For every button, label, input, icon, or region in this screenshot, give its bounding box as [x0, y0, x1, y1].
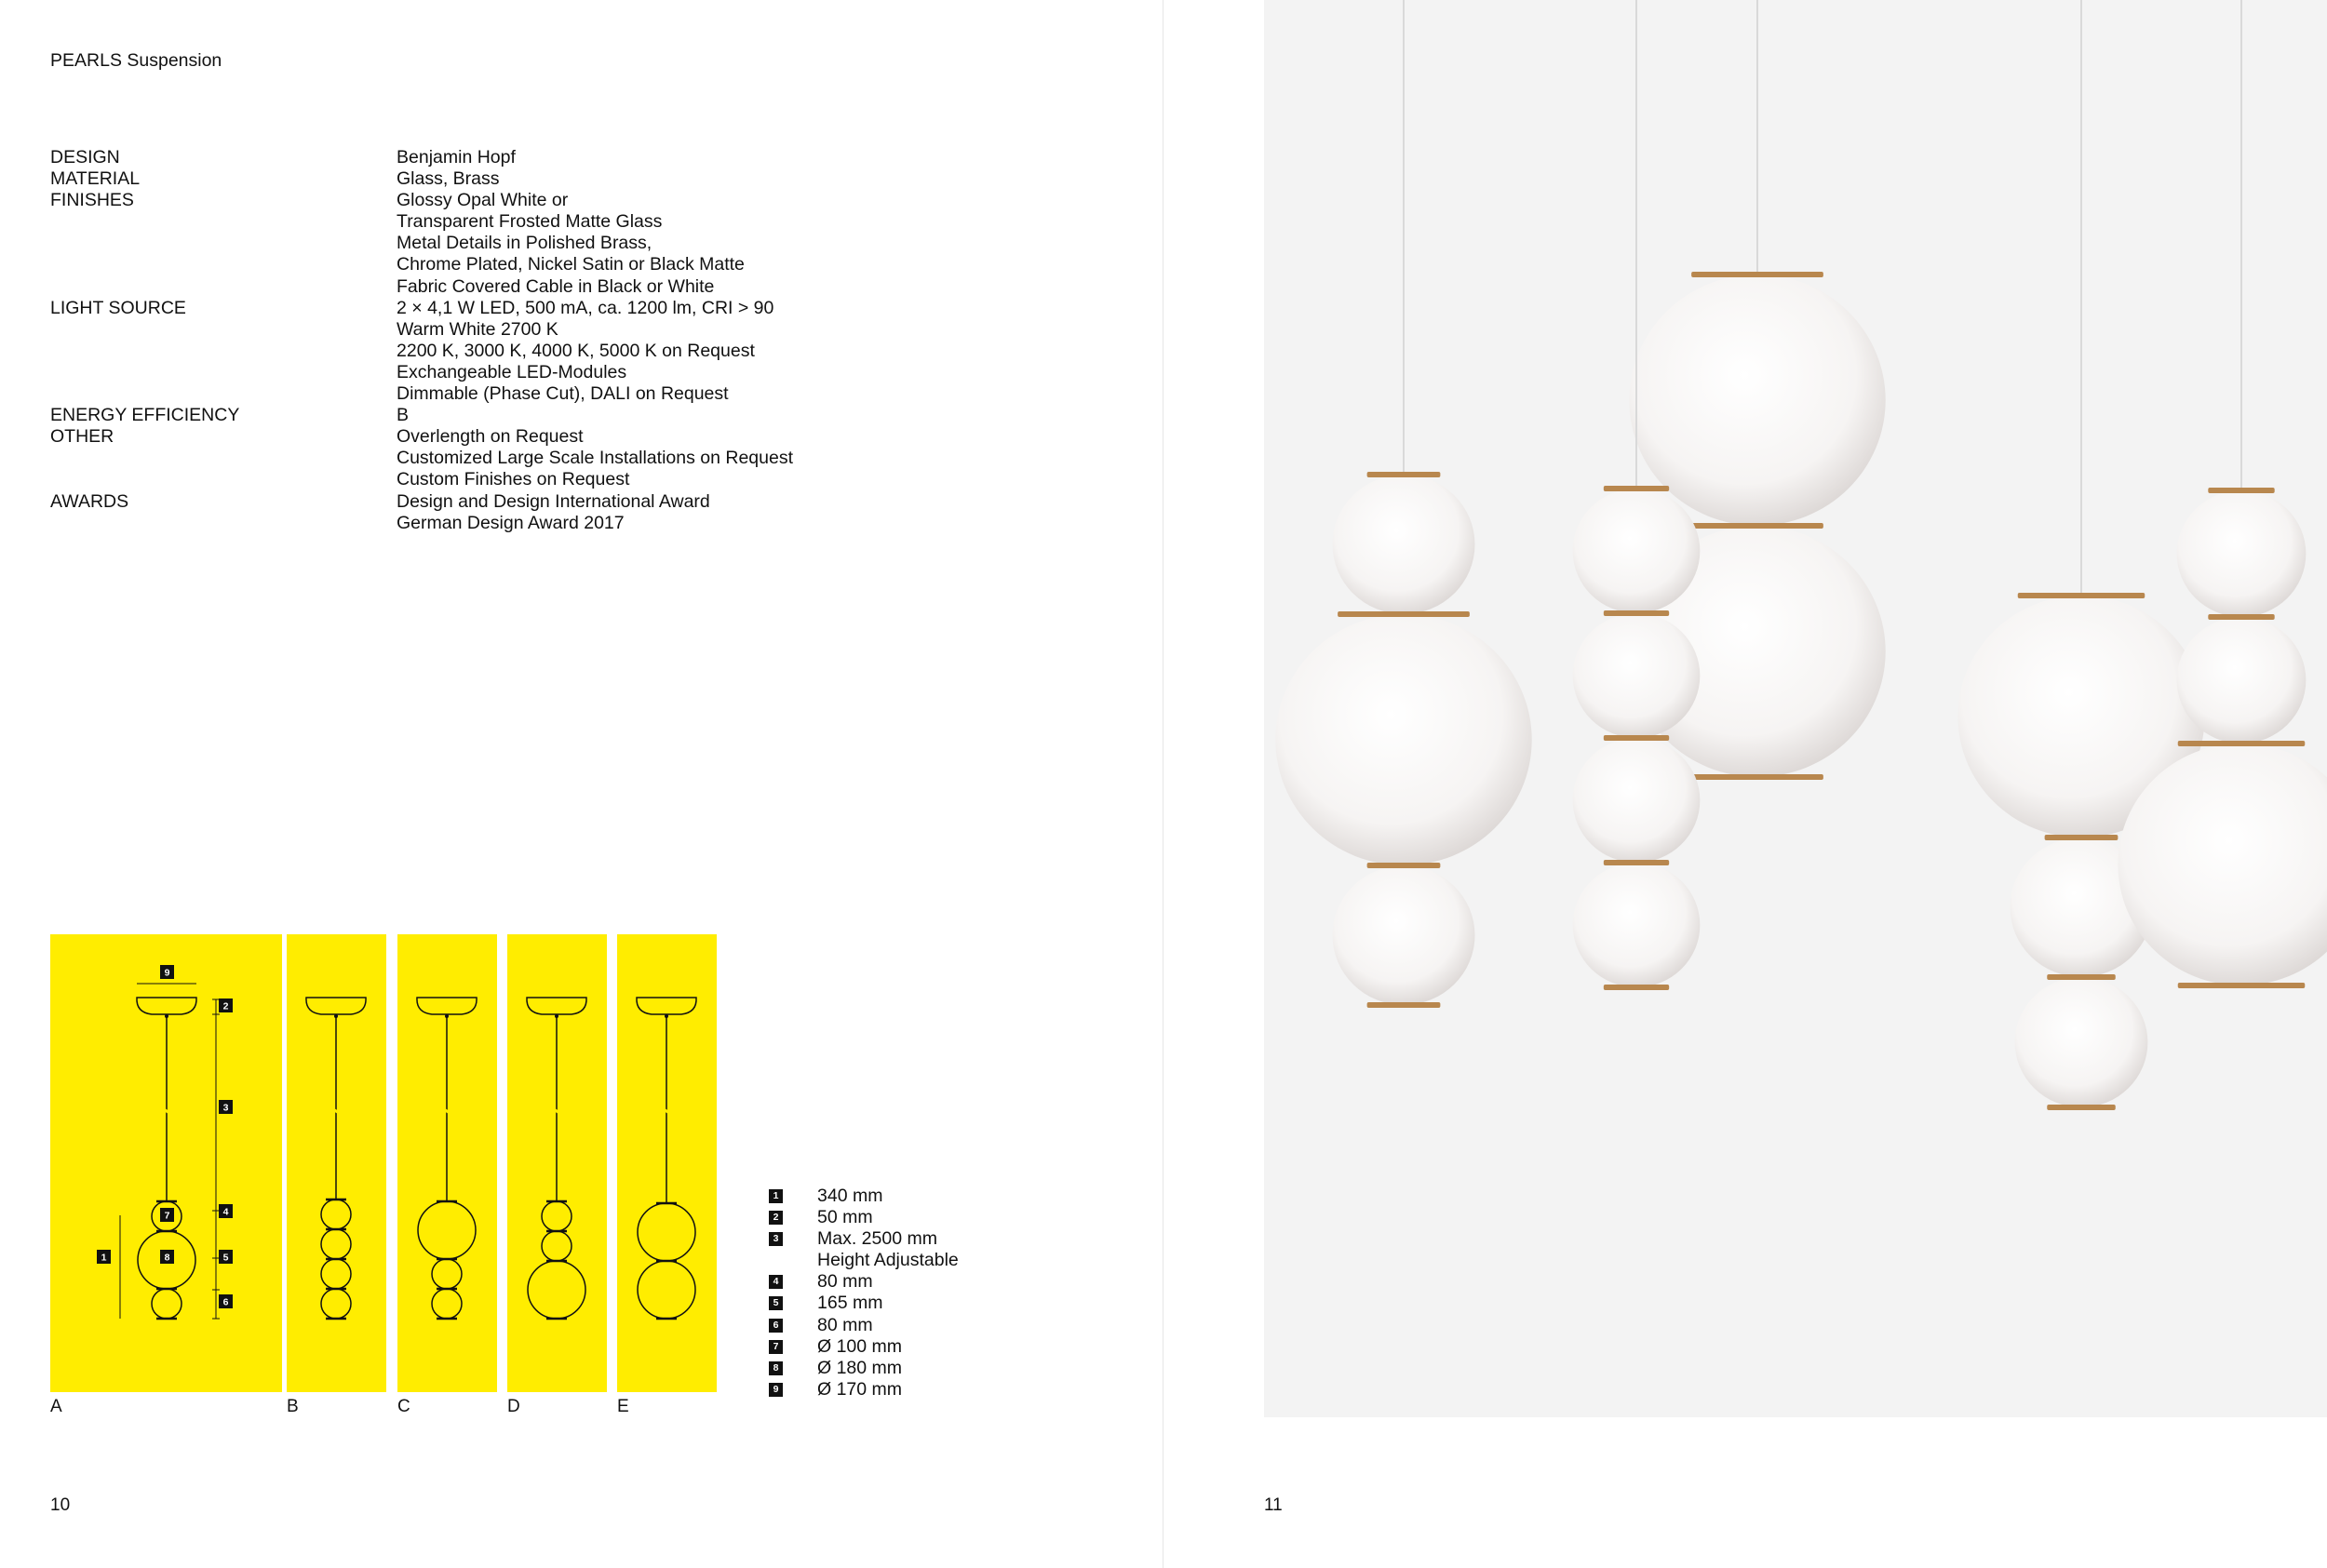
svg-text:7: 7	[164, 1210, 170, 1222]
right-page	[1164, 0, 2327, 1568]
dim-marker-7	[160, 1208, 174, 1222]
spec-value: Fabric Covered Cable in Black or White	[397, 275, 715, 297]
brass-ring	[1367, 863, 1441, 868]
canopy	[637, 998, 696, 1014]
legend-marker: 7	[769, 1340, 783, 1354]
spec-value: Exchangeable LED-Modules	[397, 361, 627, 382]
legend-value: Ø 180 mm	[817, 1357, 903, 1378]
canopy	[527, 998, 586, 1014]
variant-e	[617, 934, 717, 1416]
svg-text:1: 1	[101, 1252, 107, 1264]
canopy	[417, 998, 477, 1014]
glass-sphere	[2177, 617, 2307, 744]
legend-marker: 6	[769, 1319, 783, 1333]
brass-ring	[2178, 741, 2306, 746]
glass-sphere	[638, 1261, 695, 1319]
legend-marker: 8	[769, 1361, 783, 1375]
brass-ring	[1604, 735, 1669, 741]
canopy	[137, 998, 196, 1014]
legend-marker: 2	[769, 1211, 783, 1225]
svg-text:3: 3	[222, 1102, 229, 1114]
spec-table	[50, 147, 793, 534]
legend-row	[769, 1336, 959, 1358]
dim-marker-8	[160, 1250, 174, 1264]
variant-b	[287, 934, 386, 1416]
glass-sphere	[1275, 614, 1531, 865]
svg-text:4: 4	[222, 1206, 229, 1218]
glass-sphere	[542, 1231, 572, 1261]
spec-value: Glossy Opal White or	[397, 190, 569, 211]
spec-value: Customized Large Scale Installations on Request	[397, 448, 793, 469]
pendant-lamps-illustration	[1264, 0, 2327, 1417]
spec-values	[397, 426, 793, 490]
legend-value: Ø 100 mm	[817, 1335, 903, 1357]
spec-value: Metal Details in Polished Brass,	[397, 233, 652, 254]
brass-ring	[1604, 985, 1669, 990]
legend-row	[769, 1271, 959, 1293]
variant-drawing	[397, 934, 497, 1392]
spec-label: ENERGY EFFICIENCY	[50, 405, 240, 426]
dim-marker-6	[219, 1294, 233, 1308]
legend-row	[769, 1358, 959, 1379]
legend-value: 165 mm	[817, 1293, 883, 1314]
svg-text:9: 9	[164, 967, 170, 979]
legend-value: 80 mm	[817, 1271, 873, 1293]
legend-value: Max. 2500 mm	[817, 1228, 937, 1250]
legend-value: Height Adjustable	[817, 1250, 959, 1271]
legend-value: 80 mm	[817, 1314, 873, 1335]
left-page	[0, 0, 1163, 1568]
pendant-far-right	[2118, 0, 2327, 988]
brass-ring	[1691, 523, 1823, 529]
legend-marker: 9	[769, 1383, 783, 1397]
page-number-right: 11	[1264, 1495, 1283, 1515]
glass-sphere	[432, 1289, 462, 1319]
brass-ring	[2018, 593, 2145, 598]
spec-values	[397, 190, 745, 297]
legend-marker: 5	[769, 1296, 783, 1310]
brass-ring	[1691, 272, 1823, 277]
spec-value: B	[397, 405, 410, 426]
variant-label: D	[507, 1397, 520, 1416]
variant-label: A	[50, 1397, 62, 1416]
document-title: PEARLS Suspension	[50, 50, 222, 71]
spec-value: 2 × 4,1 W LED, 500 mA, ca. 1200 lm, CRI > 90	[397, 297, 774, 318]
variant-c	[397, 934, 497, 1416]
legend-marker: 1	[769, 1189, 783, 1203]
spec-values	[397, 168, 500, 190]
spec-values	[397, 491, 710, 534]
brass-ring	[2208, 488, 2274, 493]
spec-value: Custom Finishes on Request	[397, 469, 630, 490]
brass-ring	[2047, 1105, 2116, 1110]
spec-label: DESIGN	[50, 147, 120, 168]
spec-label: MATERIAL	[50, 168, 141, 190]
glass-sphere	[528, 1261, 585, 1319]
glass-sphere	[321, 1259, 351, 1289]
svg-text:8: 8	[164, 1252, 170, 1264]
brass-ring	[1338, 611, 1470, 617]
spec-row	[50, 491, 793, 534]
spec-value: Glass, Brass	[397, 168, 500, 190]
spec-value: Chrome Plated, Nickel Satin or Black Matte	[397, 254, 745, 275]
legend-marker: 3	[769, 1232, 783, 1246]
variant-drawing	[50, 934, 282, 1392]
legend-row	[769, 1379, 959, 1400]
glass-sphere	[638, 1203, 695, 1261]
legend-value: 50 mm	[817, 1207, 873, 1228]
cable-break	[164, 1109, 169, 1113]
spec-row	[50, 405, 793, 426]
spec-row	[50, 426, 793, 490]
brass-ring	[1691, 774, 1823, 780]
variant-label: B	[287, 1397, 299, 1416]
spec-label: OTHER	[50, 426, 114, 448]
legend-row	[769, 1315, 959, 1336]
legend-row	[769, 1207, 959, 1228]
brass-ring	[1367, 472, 1441, 477]
glass-sphere	[1333, 475, 1475, 614]
brass-ring	[1604, 860, 1669, 865]
variant-drawing	[507, 934, 607, 1392]
spec-row	[50, 168, 793, 190]
legend-row	[769, 1186, 959, 1207]
brass-ring	[1367, 1002, 1441, 1008]
spec-value: Transparent Frosted Matte Glass	[397, 211, 663, 233]
brass-ring	[1604, 610, 1669, 616]
spec-value: Overlength on Request	[397, 426, 584, 448]
glass-sphere	[321, 1229, 351, 1259]
glass-sphere	[432, 1259, 462, 1289]
brass-ring	[1604, 486, 1669, 491]
svg-text:2: 2	[222, 1000, 229, 1012]
dim-marker-2	[219, 998, 233, 1012]
dim-marker-3	[219, 1100, 233, 1114]
legend-value: Ø 170 mm	[817, 1378, 903, 1400]
legend-row	[769, 1228, 959, 1250]
glass-sphere	[1573, 863, 1701, 987]
product-photo	[1264, 0, 2327, 1417]
legend-row	[769, 1250, 959, 1271]
variant-drawing	[617, 934, 717, 1392]
spec-label: FINISHES	[50, 190, 134, 211]
brass-ring	[2045, 835, 2119, 840]
variant-label: C	[397, 1397, 410, 1416]
glass-sphere	[2015, 977, 2148, 1107]
glass-sphere	[1573, 613, 1701, 738]
brass-ring	[2208, 614, 2274, 620]
spec-value: Benjamin Hopf	[397, 147, 516, 168]
variant-a	[50, 934, 282, 1416]
variant-drawing	[287, 934, 386, 1392]
brass-ring	[2178, 983, 2306, 988]
dim-marker-9	[160, 965, 174, 979]
glass-sphere	[418, 1201, 476, 1259]
legend-row	[769, 1293, 959, 1314]
spec-values	[397, 147, 516, 168]
spec-values	[397, 405, 409, 426]
spec-value: Warm White 2700 K	[397, 318, 558, 340]
dim-marker-1	[97, 1250, 111, 1264]
spec-value: 2200 K, 3000 K, 4000 K, 5000 K on Request	[397, 340, 755, 361]
spec-row	[50, 190, 793, 297]
glass-sphere	[1573, 489, 1701, 613]
spec-value: Dimmable (Phase Cut), DALI on Request	[397, 383, 729, 405]
glass-sphere	[321, 1199, 351, 1229]
glass-sphere	[321, 1289, 351, 1319]
spec-row	[50, 298, 793, 405]
svg-text:5: 5	[222, 1252, 229, 1264]
canopy	[306, 998, 366, 1014]
spec-row	[50, 147, 793, 168]
brass-ring	[2047, 974, 2116, 980]
spec-label: LIGHT SOURCE	[50, 297, 186, 318]
pendant-left	[1275, 0, 1531, 1008]
cable-break	[333, 1109, 339, 1113]
dim-marker-4	[219, 1204, 233, 1218]
glass-sphere	[152, 1289, 182, 1319]
svg-text:6: 6	[222, 1296, 229, 1308]
glass-sphere	[1573, 738, 1701, 863]
dim-marker-5	[219, 1250, 233, 1264]
variant-label: E	[617, 1397, 629, 1416]
legend-value: 340 mm	[817, 1186, 883, 1206]
spec-label: AWARDS	[50, 490, 129, 512]
dimension-legend	[769, 1186, 959, 1400]
variant-d	[507, 934, 607, 1416]
cable-break	[664, 1109, 669, 1113]
glass-sphere	[2177, 490, 2307, 617]
cable-break	[444, 1109, 450, 1113]
glass-sphere	[1333, 865, 1475, 1005]
glass-sphere	[542, 1201, 572, 1231]
spec-values	[397, 298, 773, 405]
spec-value: Design and Design International Award	[397, 490, 710, 512]
legend-marker: 4	[769, 1275, 783, 1289]
spec-value: German Design Award 2017	[397, 512, 625, 533]
page-number-left: 10	[50, 1495, 71, 1515]
cable-break	[554, 1109, 559, 1113]
